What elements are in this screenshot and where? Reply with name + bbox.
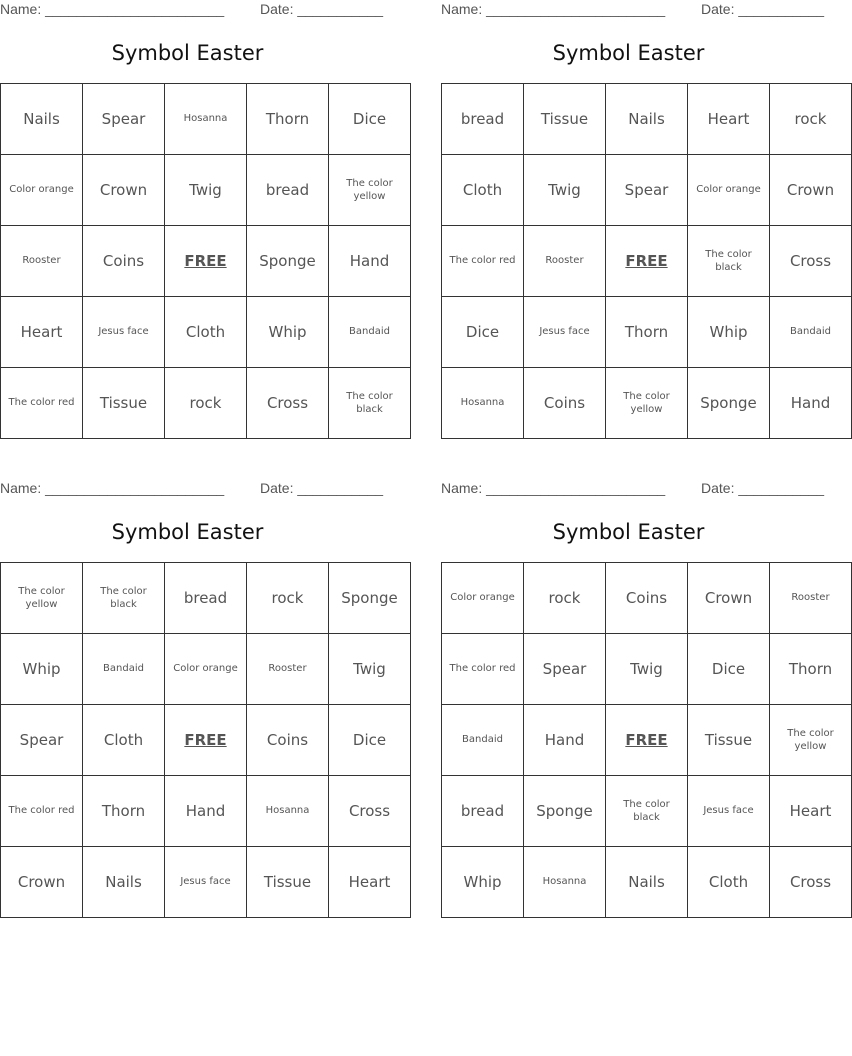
bingo-cell: Cloth (688, 847, 770, 918)
bingo-cell: The color yellow (329, 155, 411, 226)
bingo-cell: Heart (770, 776, 852, 847)
bingo-cell: bread (442, 84, 524, 155)
bingo-cell: Hosanna (165, 84, 247, 155)
bingo-cell: Coins (524, 368, 606, 439)
bingo-cell: Heart (1, 297, 83, 368)
bingo-cell: rock (524, 563, 606, 634)
bingo-cell: Color orange (1, 155, 83, 226)
bingo-cell: Cloth (165, 297, 247, 368)
bingo-cell: Hosanna (247, 776, 329, 847)
bingo-cell: Rooster (524, 226, 606, 297)
free-space-cell: FREE (606, 705, 688, 776)
date-field-label: Date: ___________ (701, 480, 824, 496)
bingo-cell: Coins (83, 226, 165, 297)
bingo-cell: The color yellow (770, 705, 852, 776)
bingo-cell: The color yellow (606, 368, 688, 439)
bingo-cell: Nails (606, 84, 688, 155)
bingo-row (442, 705, 852, 776)
bingo-cell: Hosanna (442, 368, 524, 439)
card-title: Symbol Easter (111, 41, 264, 65)
free-space-cell: FREE (606, 226, 688, 297)
bingo-cell: Hosanna (524, 847, 606, 918)
date-field-label: Date: ___________ (701, 1, 824, 17)
bingo-cell: Twig (606, 634, 688, 705)
bingo-grid (0, 83, 411, 439)
bingo-cell: Jesus face (83, 297, 165, 368)
name-field-label: Name: _______________________ (0, 1, 225, 17)
bingo-cell: Whip (247, 297, 329, 368)
bingo-cell: Thorn (770, 634, 852, 705)
bingo-cell: Crown (83, 155, 165, 226)
free-space-cell: FREE (165, 705, 247, 776)
bingo-cell: Jesus face (524, 297, 606, 368)
bingo-row (442, 226, 852, 297)
bingo-cell: Cloth (83, 705, 165, 776)
bingo-row (1, 368, 411, 439)
bingo-cell: Bandaid (83, 634, 165, 705)
bingo-cell: Twig (524, 155, 606, 226)
card-title: Symbol Easter (552, 520, 705, 544)
bingo-cell: The color red (1, 776, 83, 847)
bingo-cell: The color yellow (1, 563, 83, 634)
bingo-row (1, 297, 411, 368)
bingo-cell: Coins (606, 563, 688, 634)
bingo-cell: Sponge (329, 563, 411, 634)
bingo-cell: rock (770, 84, 852, 155)
bingo-cell: Rooster (1, 226, 83, 297)
bingo-cell: The color black (688, 226, 770, 297)
bingo-cell: Cross (770, 847, 852, 918)
bingo-cell: Nails (606, 847, 688, 918)
bingo-row (1, 776, 411, 847)
bingo-row (442, 634, 852, 705)
bingo-cell: Dice (442, 297, 524, 368)
bingo-cell: rock (247, 563, 329, 634)
bingo-cell: bread (165, 563, 247, 634)
card-title: Symbol Easter (111, 520, 264, 544)
bingo-cell: Jesus face (165, 847, 247, 918)
bingo-row (442, 297, 852, 368)
bingo-cell: Hand (770, 368, 852, 439)
bingo-grid (441, 83, 852, 439)
bingo-cell: Tissue (524, 84, 606, 155)
bingo-row (1, 226, 411, 297)
bingo-cell: The color red (442, 226, 524, 297)
bingo-grid (0, 562, 411, 918)
bingo-row (1, 634, 411, 705)
bingo-row (1, 155, 411, 226)
bingo-cell: Heart (329, 847, 411, 918)
bingo-card (0, 0, 393, 434)
bingo-row (442, 776, 852, 847)
bingo-row (442, 84, 852, 155)
bingo-cell: bread (247, 155, 329, 226)
bingo-cell: rock (165, 368, 247, 439)
bingo-cell: Rooster (770, 563, 852, 634)
bingo-cell: Rooster (247, 634, 329, 705)
bingo-cell: Coins (247, 705, 329, 776)
bingo-cell: Crown (688, 563, 770, 634)
bingo-cell: Hand (524, 705, 606, 776)
bingo-cell: Sponge (247, 226, 329, 297)
name-field-label: Name: _______________________ (0, 480, 225, 496)
bingo-cell: Heart (688, 84, 770, 155)
bingo-cell: Twig (329, 634, 411, 705)
bingo-cell: Cloth (442, 155, 524, 226)
free-space-cell: FREE (165, 226, 247, 297)
bingo-row (1, 563, 411, 634)
bingo-cell: Tissue (83, 368, 165, 439)
bingo-cell: Crown (770, 155, 852, 226)
bingo-cell: Tissue (247, 847, 329, 918)
date-field-label: Date: ___________ (260, 1, 383, 17)
bingo-cell: Thorn (83, 776, 165, 847)
card-title: Symbol Easter (552, 41, 705, 65)
bingo-grid (441, 562, 852, 918)
bingo-cell: Bandaid (329, 297, 411, 368)
bingo-cell: Nails (1, 84, 83, 155)
bingo-cell: Hand (165, 776, 247, 847)
bingo-cell: Bandaid (442, 705, 524, 776)
bingo-row (442, 155, 852, 226)
bingo-cell: The color black (83, 563, 165, 634)
bingo-row (1, 705, 411, 776)
bingo-cell: Twig (165, 155, 247, 226)
bingo-cell: Sponge (524, 776, 606, 847)
bingo-cell: Jesus face (688, 776, 770, 847)
bingo-cell: Dice (329, 705, 411, 776)
bingo-cell: Color orange (688, 155, 770, 226)
bingo-card (441, 0, 835, 434)
bingo-row (442, 847, 852, 918)
bingo-cell: Cross (770, 226, 852, 297)
bingo-cell: Spear (606, 155, 688, 226)
bingo-cell: The color red (1, 368, 83, 439)
bingo-cell: Spear (1, 705, 83, 776)
bingo-cell: Color orange (442, 563, 524, 634)
bingo-card (0, 479, 398, 913)
bingo-row (1, 84, 411, 155)
bingo-cell: The color black (329, 368, 411, 439)
bingo-cell: bread (442, 776, 524, 847)
date-field-label: Date: ___________ (260, 480, 383, 496)
bingo-cell: Nails (83, 847, 165, 918)
bingo-cell: Bandaid (770, 297, 852, 368)
bingo-cell: Whip (1, 634, 83, 705)
name-field-label: Name: _______________________ (441, 480, 666, 496)
bingo-cell: The color red (442, 634, 524, 705)
bingo-cell: Tissue (688, 705, 770, 776)
bingo-cell: Whip (442, 847, 524, 918)
bingo-cell: Color orange (165, 634, 247, 705)
bingo-cell: Hand (329, 226, 411, 297)
bingo-cell: Cross (247, 368, 329, 439)
bingo-cell: Whip (688, 297, 770, 368)
bingo-cell: Crown (1, 847, 83, 918)
name-field-label: Name: _______________________ (441, 1, 666, 17)
bingo-cell: Spear (524, 634, 606, 705)
bingo-cell: Sponge (688, 368, 770, 439)
bingo-row (442, 563, 852, 634)
bingo-row (1, 847, 411, 918)
bingo-cell: Cross (329, 776, 411, 847)
bingo-cell: Thorn (606, 297, 688, 368)
bingo-cell: Dice (329, 84, 411, 155)
bingo-card (441, 479, 834, 913)
bingo-cell: The color black (606, 776, 688, 847)
bingo-row (442, 368, 852, 439)
bingo-cell: Dice (688, 634, 770, 705)
bingo-cell: Spear (83, 84, 165, 155)
bingo-cell: Thorn (247, 84, 329, 155)
